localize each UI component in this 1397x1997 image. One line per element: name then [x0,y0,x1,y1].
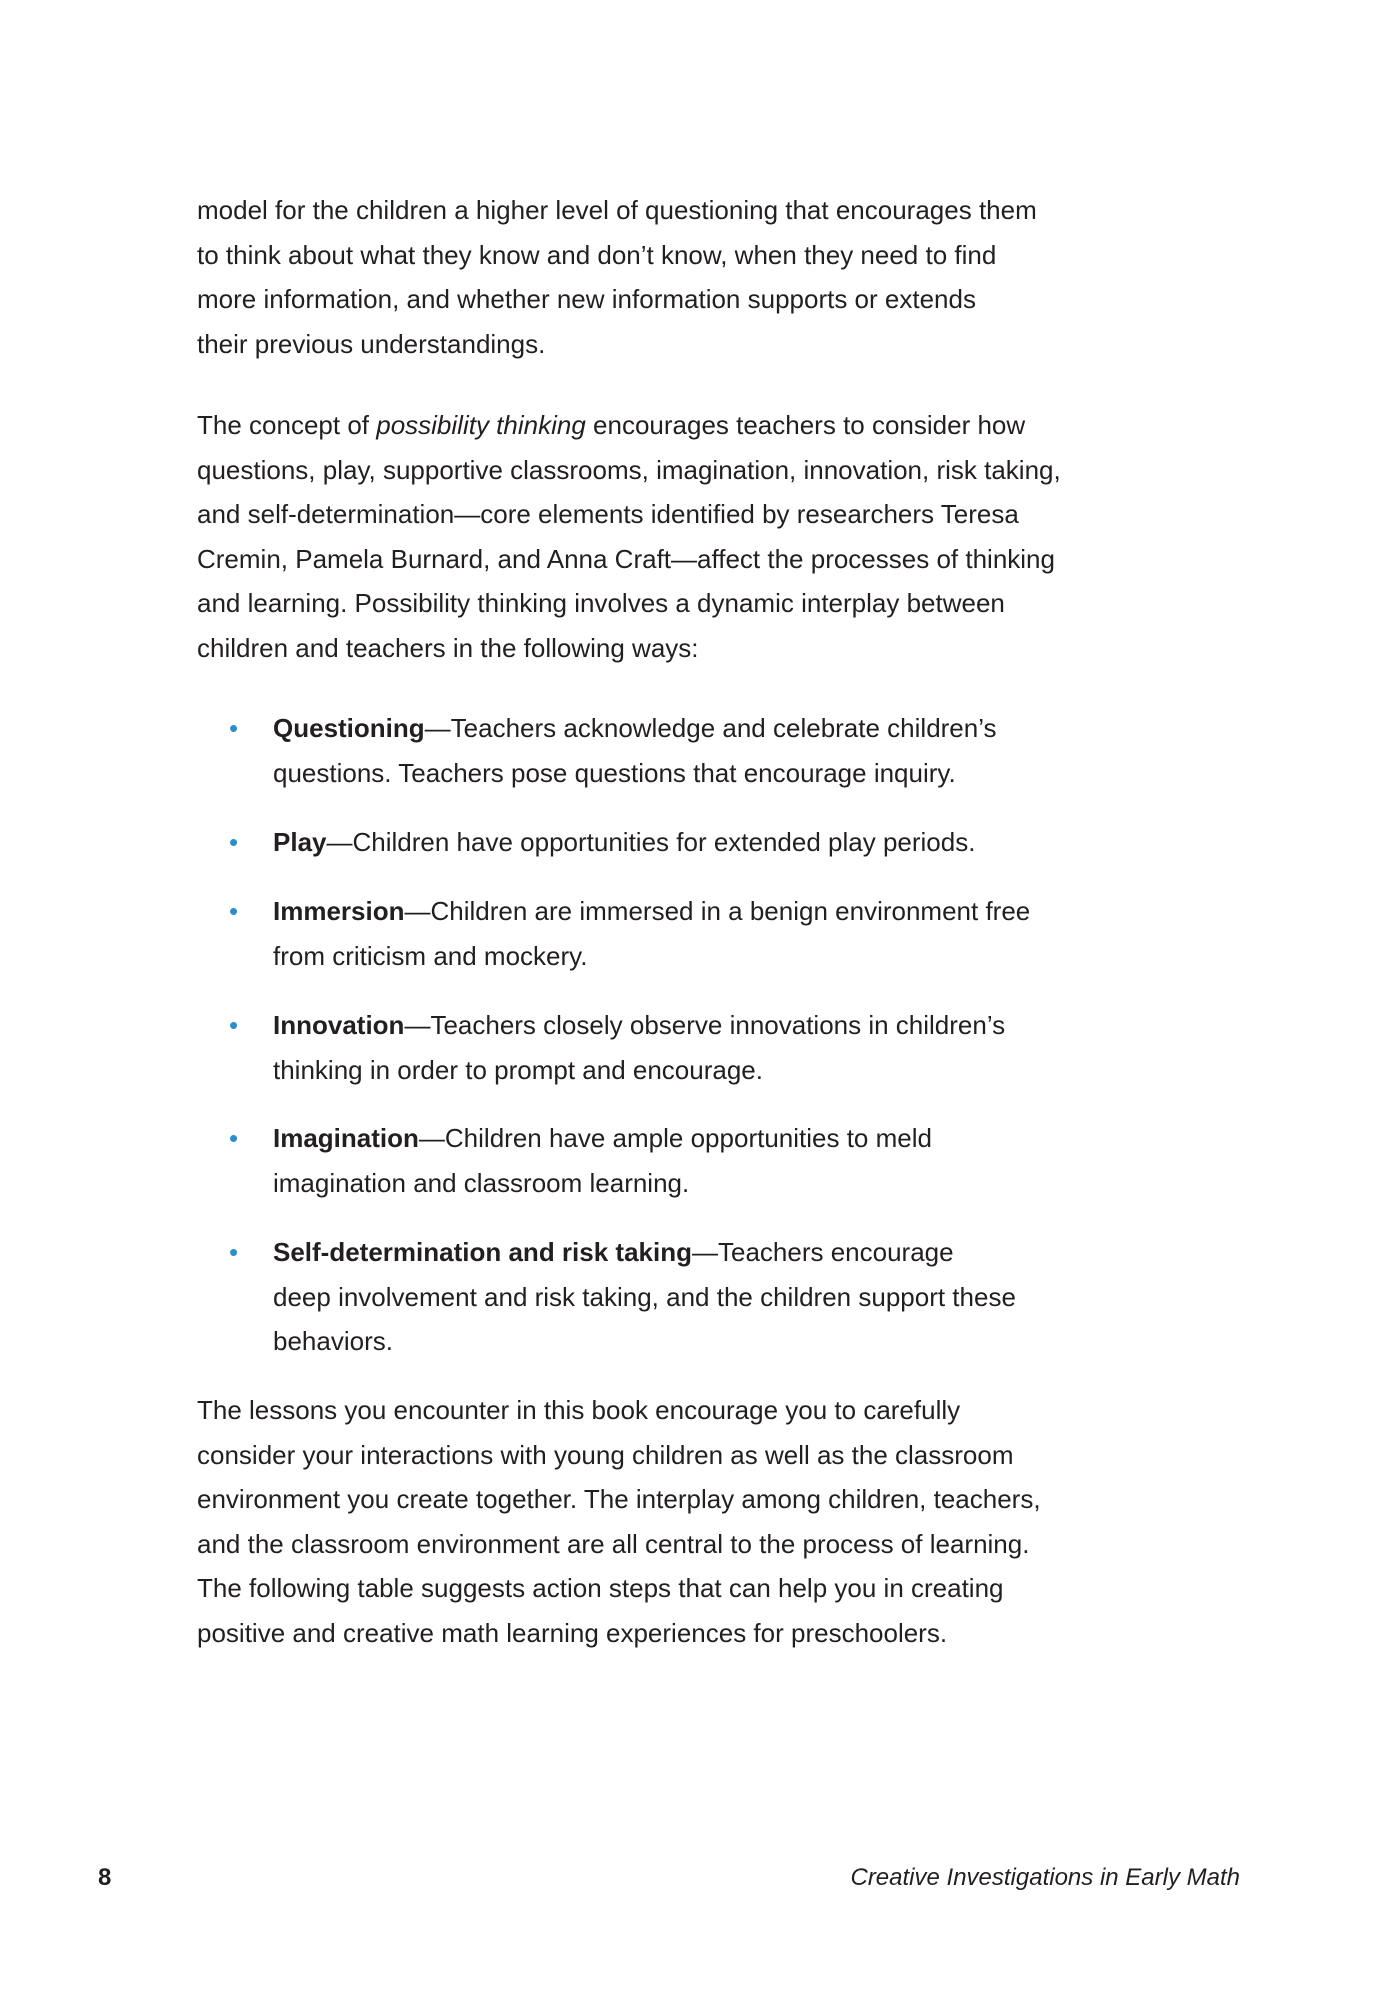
text-line [273,1319,1207,1364]
text-line: The following table suggests action steps that can help you in creating [197,1573,1004,1603]
list-term: Immersion [273,896,405,926]
list-term: Self-determination and risk taking [273,1237,692,1267]
list-description: from criticism and mockery. [273,940,588,971]
bullet-icon: • [229,713,239,743]
page-number: 8 [98,1864,112,1891]
list-description: behaviors. [273,1326,393,1356]
list-description: thinking in order to prompt and encourage. [273,1054,763,1085]
running-footer-title: Creative Investigations in Early Math [850,1864,1240,1891]
list-description: imagination and classroom learning. [273,1167,690,1198]
text: The concept of [197,410,377,440]
text-line [273,1116,1207,1161]
text-line: and the classroom environment are all central to the process of learning. [197,1528,1030,1559]
text-line: positive and creative math learning experiences for preschoolers. [197,1617,948,1648]
list-description: —Children have ample opportunities to meld [418,1123,932,1153]
list-term: Imagination [273,1123,419,1153]
paragraph-3 [197,1388,1207,1655]
list-term: Innovation [273,1010,405,1040]
text-line: children and teachers in the following ways: [197,632,699,663]
bullet-icon: • [229,827,239,857]
text-line [197,403,1207,448]
list-item [197,1116,1207,1205]
text-line [273,934,1207,979]
text-line [273,1275,1207,1320]
text-line: consider your interactions with young children as well as the classroom [197,1439,1014,1470]
text-line: and self-determination—core elements identified by researchers Teresa [197,499,1019,529]
list-item [197,889,1207,978]
text-line [273,1003,1207,1048]
text-line [273,706,1207,751]
text-line: to think about what they know and don’t know, when they need to find [197,239,997,270]
text-line [273,1230,1207,1275]
list-term: Questioning [273,713,425,743]
text-line: and learning. Possibility thinking involves a dynamic interplay between [197,588,1005,618]
text-line [273,1161,1207,1206]
list-item [197,1003,1207,1092]
paragraph-1 [197,188,1207,366]
list-description: deep involvement and risk taking, and the children support these [273,1281,1016,1312]
text-line: environment you create together. The interplay among children, teachers, [197,1484,1041,1514]
text-line [273,751,1207,796]
text: encourages teachers to consider how [585,410,1026,440]
text-line: questions, play, supportive classrooms, imagination, innovation, risk taking, [197,454,1061,485]
bullet-icon: • [229,896,239,926]
list-description: —Teachers acknowledge and celebrate children’s [424,713,997,743]
text-line: their previous understandings. [197,328,546,359]
bullet-icon: • [229,1123,239,1153]
list-description: —Teachers closely observe innovations in children’s [404,1010,1006,1040]
text-line: Cremin, Pamela Burnard, and Anna Craft—affect the processes of thinking [197,543,1055,574]
text-line [273,820,1207,865]
paragraph-2 [197,403,1207,670]
list-item [197,1230,1207,1364]
text-line [273,1048,1207,1093]
list-item [197,706,1207,795]
italic-term: possibility thinking [376,410,586,440]
text-line: The lessons you encounter in this book encourage you to carefully [197,1395,961,1425]
text-line: model for the children a higher level of questioning that encourages them [197,195,1037,225]
text-line: more information, and whether new information supports or extends [197,284,976,314]
bullet-icon: • [229,1237,239,1267]
list-item [197,820,1207,865]
list-description: —Teachers encourage [691,1237,954,1267]
list-description: questions. Teachers pose questions that encourage inquiry. [273,757,956,788]
bullet-icon: • [229,1010,239,1040]
text-line [273,889,1207,934]
list-description: —Children have opportunities for extended play periods. [326,827,976,857]
list-description: —Children are immersed in a benign environment free [404,896,1031,926]
list-term: Play [273,827,327,857]
